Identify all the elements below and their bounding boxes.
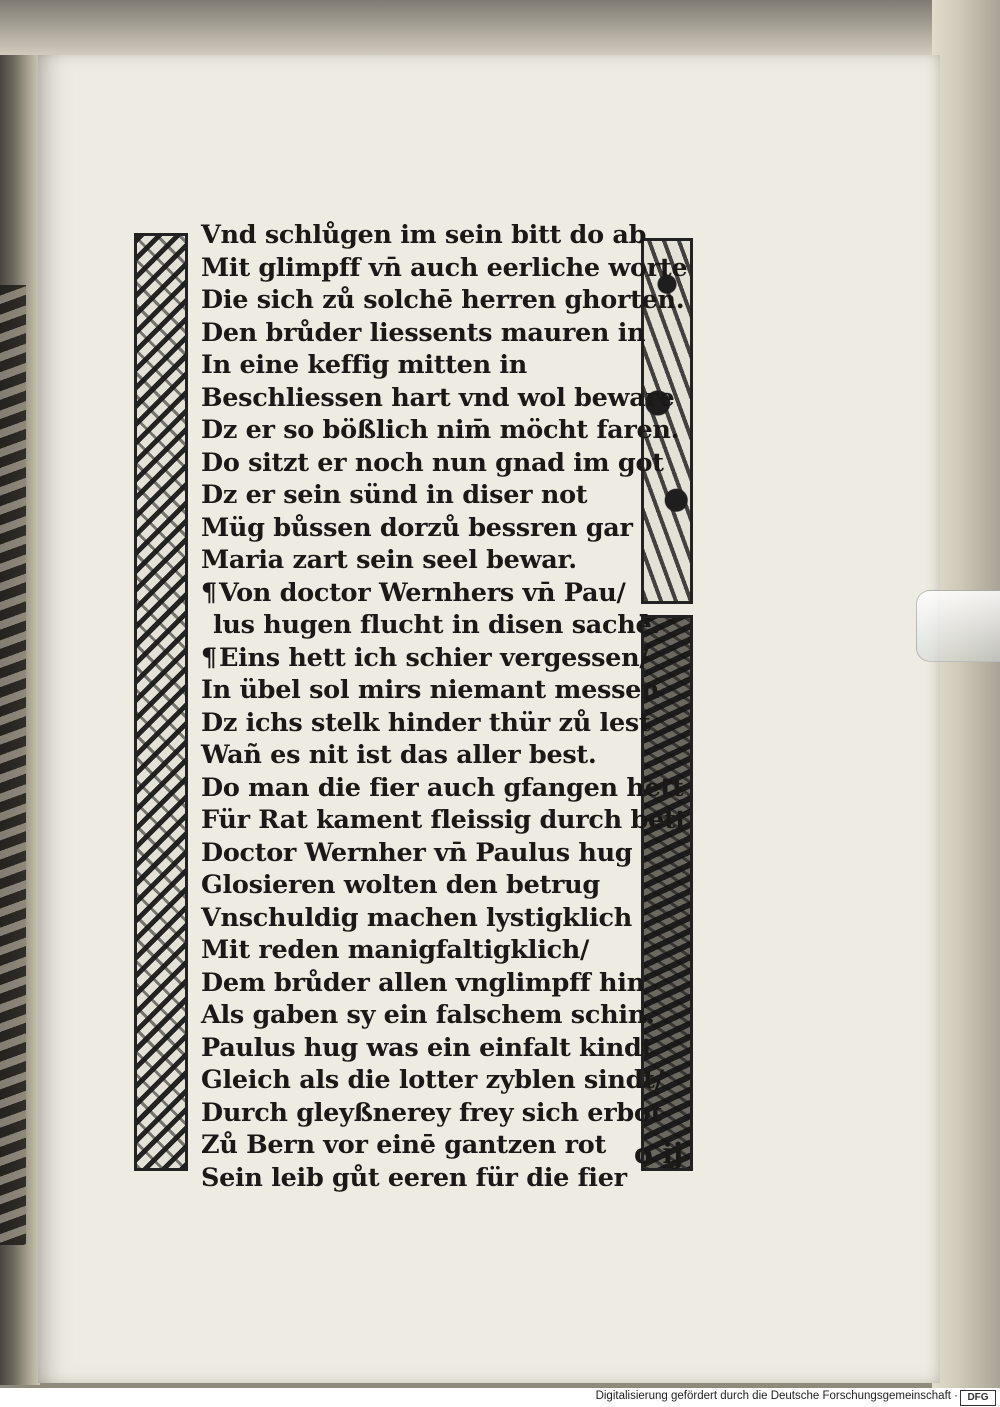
- poem-line: Gleich als die lotter zyblen sindt/: [201, 1065, 664, 1095]
- footer-bar: [0, 1388, 1000, 1407]
- poem-line: ¶Eins hett ich schier vergessen/: [201, 642, 649, 673]
- pilcrow-mark: ¶: [201, 642, 217, 673]
- poem-line: Mit glimpff vn̄ auch eerliche worte: [201, 252, 688, 283]
- book-page: [38, 55, 940, 1383]
- dfg-logo: DFG: [960, 1390, 996, 1406]
- poem-line: Wañ es nit ist das aller best.: [201, 740, 597, 770]
- poem-line: Dem brůder allen vnglimpff hin: [201, 967, 645, 998]
- poem-line: Zů Bern vor einē gantzen rot: [201, 1130, 606, 1160]
- poem-line: Als gaben sy ein falschem schin.: [201, 1000, 655, 1030]
- book-spine: [0, 55, 40, 1385]
- poem-line: Do sitzt er noch nun gnad im got: [201, 447, 664, 478]
- poem-line: Dz ichs stelk hinder thür zů lest: [201, 707, 651, 738]
- signature-mark: o ij: [634, 1137, 684, 1170]
- poem-line: Beschliessen hart vnd wol beware: [201, 382, 675, 413]
- facing-page-ornament: [0, 285, 26, 1245]
- poem-line: Maria zart sein seel bewar.: [201, 545, 577, 575]
- poem-line: Den brůder liessents mauren in: [201, 317, 646, 348]
- poem-line: Do man die fier auch gfangen hett: [201, 772, 684, 803]
- section-heading-line: lus hugen flucht in disen sachē.: [213, 610, 660, 640]
- poem-line: Die sich zů solchē herren ghorten.: [201, 285, 685, 315]
- poem-line: Müg bůssen dorzů bessren gar: [201, 512, 633, 543]
- poem-line: Paulus hug was ein einfalt kindt: [201, 1032, 654, 1063]
- poem-line: Dz er sein sünd in diser not: [201, 480, 588, 510]
- poem-line: Mit reden manigfaltigklich/: [201, 935, 590, 965]
- book-cover-top: [0, 0, 1000, 60]
- woodcut-border-left: [134, 233, 188, 1171]
- poem-line: Glosieren wolten den betrug: [201, 870, 600, 900]
- section-heading-line: ¶Von doctor Wernhers vn̄ Pau/: [201, 577, 626, 608]
- page-clip: [916, 590, 1000, 662]
- poem-line: Durch gleyßnerey frey sich erbot: [201, 1097, 663, 1128]
- poem-line: Für Rat kament fleissig durch bett: [201, 805, 687, 835]
- poem-line: Vnschuldig machen lystigklich: [201, 902, 632, 933]
- poem-line: Vnd schlůgen im sein bitt do ab: [201, 220, 647, 250]
- poem-line: In eine keffig mitten in: [201, 350, 528, 380]
- poem-line: Sein leib gůt eeren für die fier: [201, 1162, 627, 1193]
- poem-line: Dz er so bößlich nim̄ möcht faren.: [201, 415, 680, 445]
- book-cover-right: [932, 0, 1000, 1388]
- pilcrow-mark: ¶: [201, 577, 217, 608]
- funding-credit: Digitalisierung gefördert durch die Deutsche Forschungsgemeinschaft ·: [595, 1390, 958, 1402]
- poem-line: In übel sol mirs niemant messen: [201, 675, 660, 705]
- poem-line: Doctor Wernher vn̄ Paulus hug: [201, 837, 633, 868]
